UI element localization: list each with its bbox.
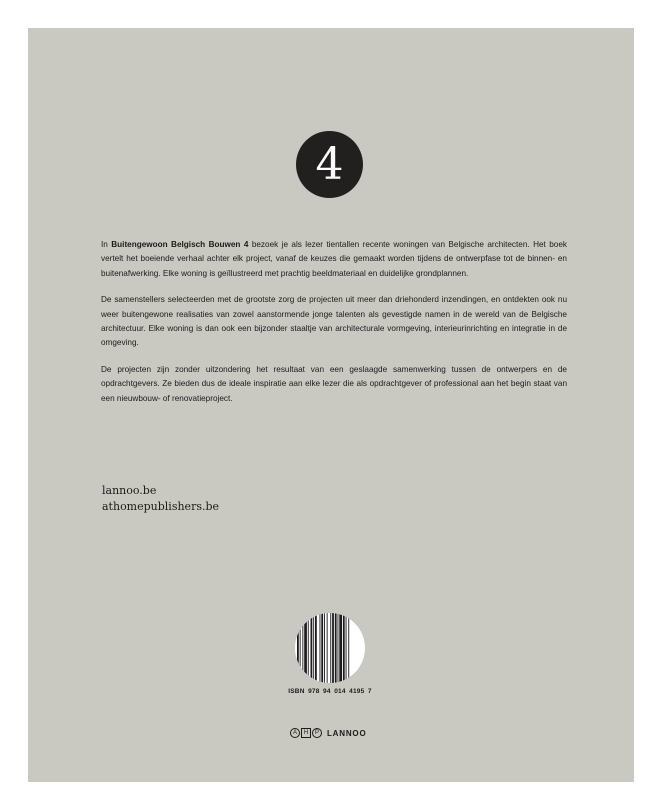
publisher-links [102, 483, 219, 514]
isbn-number: ISBN 978 94 014 4195 7 [288, 688, 372, 695]
ahp-logo-icon [290, 728, 322, 738]
barcode-bar [302, 613, 303, 683]
barcode-bar [304, 613, 307, 683]
description-paragraph-2: De samenstellers selecteerden met de grootste zorg de projecten uit meer dan driehonderd inzendingen, en ontdekten ook nu weer buitengewone realisaties van zowel aanstormende jonge talenten als gevestigde namen in de wereld van de Belgische architectuur. Elke woning is dan ook een bijzonder staaltje van architecturale vormgeving, interieurinrichting en integratie in de omgeving. [101, 295, 567, 348]
barcode-bar [321, 613, 323, 683]
description-paragraph-1 [101, 238, 567, 281]
book-title: Buitengewoon Belgisch Bouwen 4 [111, 240, 249, 249]
barcode-bar [300, 613, 301, 683]
barcode-bar [335, 613, 337, 683]
barcode-bar [339, 613, 342, 683]
barcode-bar [330, 613, 331, 683]
barcode-bars [295, 613, 365, 683]
barcode-bar [324, 613, 325, 683]
barcode-bar [343, 613, 345, 683]
intro-prefix: In [101, 240, 112, 249]
barcode-bar [346, 613, 347, 683]
barcode-bar [311, 613, 313, 683]
barcode-bar [338, 613, 339, 683]
barcode-bar [297, 613, 299, 683]
barcode-bar [327, 613, 328, 683]
publisher-logo [290, 727, 366, 739]
barcode-bar [313, 613, 314, 683]
intro-rest: bezoek je als lezer tientallen recente woningen van Belgische architecten. Het boek vertelt het boeiende verhaal achter elk project, vanaf de keuzes die gemaakt worden tijdens de ontwerpfase tot de binnen- en buitenafwerking. Elke woning is geïllustreerd met prachtig beeldmateriaal en duidelijke grondplannen. [101, 240, 567, 278]
link-athomepublishers[interactable]: athomepublishers.be [102, 499, 220, 513]
link-lannoo[interactable]: lannoo.be [102, 484, 157, 497]
ahp-logo-h: H [301, 728, 311, 738]
barcode-bar [320, 613, 321, 683]
barcode-bar [348, 613, 349, 683]
barcode-bar [308, 613, 309, 683]
barcode-bar [315, 613, 317, 683]
ahp-logo-a: A [290, 728, 300, 738]
description-text [101, 238, 567, 418]
publisher-name: LANNOO [327, 728, 367, 738]
ahp-logo-p: P [312, 728, 322, 738]
volume-number-badge: 4 [296, 131, 363, 198]
back-cover [28, 28, 634, 782]
description-paragraph-3: De projecten zijn zonder uitzondering het resultaat van een geslaagde samenwerking tussen de ontwerpers en de opdrachtgevers. Ze bieden dus de ideale inspiratie aan elke lezer die als opdrachtgever of professional aan het begin staat van een nieuwbouw- of renovatieproject. [101, 364, 567, 403]
barcode-image [295, 613, 365, 683]
barcode-bar [332, 613, 334, 683]
